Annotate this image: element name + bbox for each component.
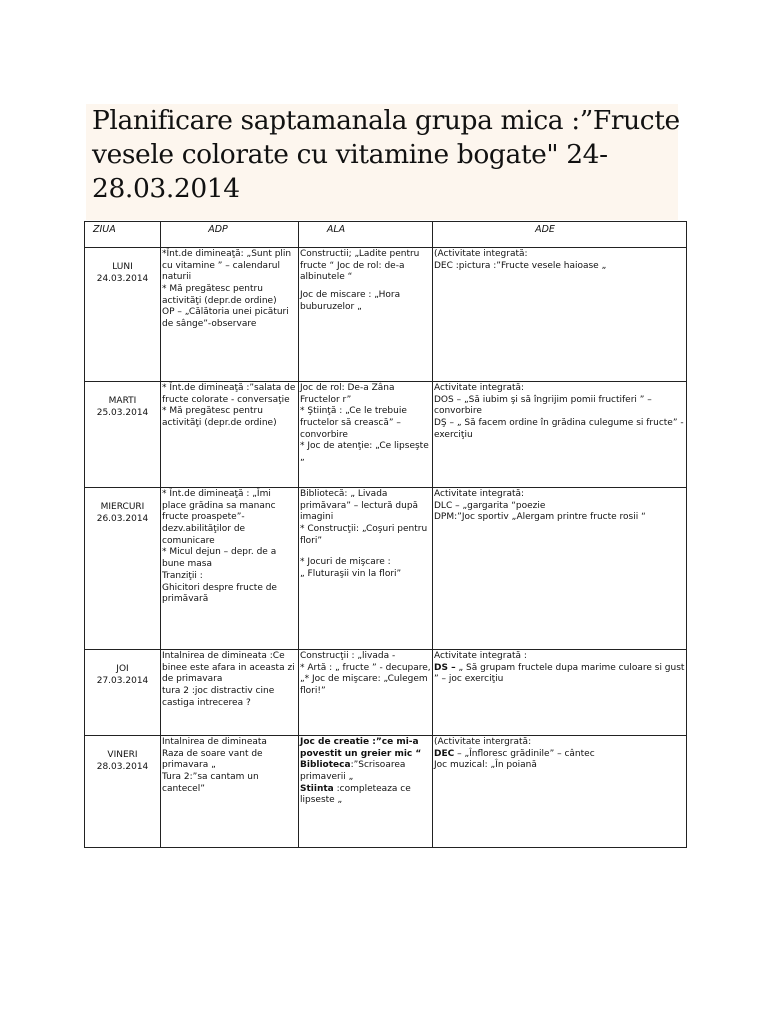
ala-line: Constructii; „Ladite pentru fructe “ Joc de rol: de-a albinutele “ [300,249,420,283]
ala-line: Joc de miscare : „Hora buburuzelor „ [300,290,401,312]
adp-line: * Micul dejun – depr. de a bune masa [162,547,277,570]
table-row [85,382,687,488]
ade-line: DPM:”Joc sportiv „Alergam printre fructe rosii “ [434,512,646,523]
day-name: MARTI [108,396,137,406]
ala-bold-label: Stiinta [300,783,334,794]
ala-cell [299,248,433,382]
ade-cell [433,382,687,488]
table-row [85,488,687,650]
table-row [85,248,687,382]
adp-cell [161,736,299,848]
adp-cell [161,488,299,650]
ala-line [300,784,431,807]
ade-text: – „Înfloresc grădinile” – cântec [454,748,595,759]
adp-line: Intalnirea de dimineata [162,737,267,747]
ala-text: :completeaza ce lipseste „ [300,783,411,806]
adp-line: * Înt.de dimineaţă : „Îmi place grădina sa mananc fructe proaspete”- dezv.abilităţilor de comunicare [162,489,276,546]
ade-line: Activitate integrată : [434,651,527,661]
ala-bold-label: Biblioteca [300,760,351,771]
ade-cell [433,248,687,382]
ade-bold-label: DS – [434,662,456,673]
header-ade: ADE [433,222,687,248]
ade-line: (Activitate integrată: [434,249,528,259]
ade-line: (Activitate intergrată: [434,737,532,747]
ade-line: DŞ – „ Să facem ordine în grădina culegume si fructe” - exerciţiu [434,418,684,440]
ala-cell [299,488,433,650]
ade-line: DOS – „Să iubim şi să îngrijim pomii fructiferi ” – convorbire [434,394,652,417]
adp-cell [161,382,299,488]
ala-line: Construcţii : „livada - [300,651,396,661]
table-row [85,736,687,848]
day-name: VINERI [107,750,138,760]
day-date: 27.03.2014 [96,675,149,686]
adp-line: Tranziţii : [162,570,203,581]
day-cell [85,650,161,736]
adp-line: Intalnirea de dimineata :Ce binee este afara in aceasta zi de primavara [162,651,295,685]
adp-cell [161,650,299,736]
adp-line: OP – „Călătoria unei picături de sânge”-observare [162,307,289,330]
ala-line: „ Fluturaşii vin la flori” [300,569,402,580]
day-date: 25.03.2014 [96,407,149,418]
header-ala: ALA [299,222,433,248]
header-ziua: ZIUA [85,222,161,248]
adp-line: tura 2 :joc distractiv cine castiga intrecerea ? [162,686,275,708]
adp-line: * Înt.de dimineaţă :”salata de fructe colorate - conversaţie [162,383,296,405]
day-cell [85,488,161,650]
ade-text: „ Să grupam fructele dupa marime culoare si gust ” – joc exerciţiu [434,662,685,685]
ala-line: Bibliotecă: „ Livada primăvara” – lectură după imagini [300,489,419,523]
table-header-row [85,222,687,248]
ala-cell [299,736,433,848]
ala-line: * Construcţii: „Coşuri pentru flori” [300,524,428,546]
ala-line: * Jocuri de mişcare : [300,557,391,568]
ade-bold-label: DEC [434,748,455,759]
ade-line [434,663,685,686]
weekly-plan-table [84,221,687,848]
ala-line [300,760,431,783]
ala-cell [299,650,433,736]
day-date: 26.03.2014 [96,513,149,524]
table-row [85,650,687,736]
adp-cell [161,248,299,382]
ala-line: * Ştiinţă : „Ce le trebuie fructelor să crească” – convorbire [300,406,407,440]
adp-line: * Mă pregătesc pentru activităţi (depr.de ordine) [162,284,277,306]
header-adp: ADP [161,222,299,248]
adp-line: Ghicitori despre fructe de primăvară [162,582,277,605]
ala-line: * Artă : „ fructe ” - decupare, „* Joc de mişcare: „Culegem flori!” [300,662,431,697]
document-title: Planificare saptamanala grupa mica :”Fructe vesele colorate cu vitamine bogate" 24-28.03.2014 [92,105,680,204]
day-cell [85,248,161,382]
day-cell [85,382,161,488]
ala-cell [299,382,433,488]
day-name: JOI [116,664,129,674]
day-date: 28.03.2014 [96,761,149,772]
ala-line: Joc de creatie :”ce mi-a povestit un greier mic “ [300,737,422,759]
ade-line [434,749,685,761]
adp-line: *Înt.de dimineaţă: „Sunt plin cu vitamine ” – calendarul naturii [162,249,292,283]
day-name: LUNI [112,262,133,272]
day-cell [85,736,161,848]
ade-cell [433,650,687,736]
ade-line: DEC :pictura :”Fructe vesele haioase „ [434,260,607,271]
ade-cell [433,736,687,848]
ade-line: Activitate integrată: [434,383,525,393]
ade-line: DLC – „gargarita “poezie [434,500,546,511]
adp-line: Tura 2:”sa cantam un cantecel” [162,772,259,794]
ade-line: Joc muzical: „În poiană [434,760,537,771]
day-date: 24.03.2014 [96,273,149,284]
day-name: MIERCURI [100,502,145,512]
ala-text: :”Scrisoarea primaverii „ [300,760,406,783]
adp-line: * Mă pregătesc pentru activităţi (depr.de ordine) [162,406,277,429]
ala-line: * Joc de atenţie: „Ce lipseşte „ [300,441,429,464]
adp-line: Raza de soare vant de primavara „ [162,748,263,771]
ala-line: Joc de rol: De-a Zâna Fructelor r” [300,383,395,405]
ade-cell [433,488,687,650]
ade-line: Activitate integrată: [434,489,525,499]
